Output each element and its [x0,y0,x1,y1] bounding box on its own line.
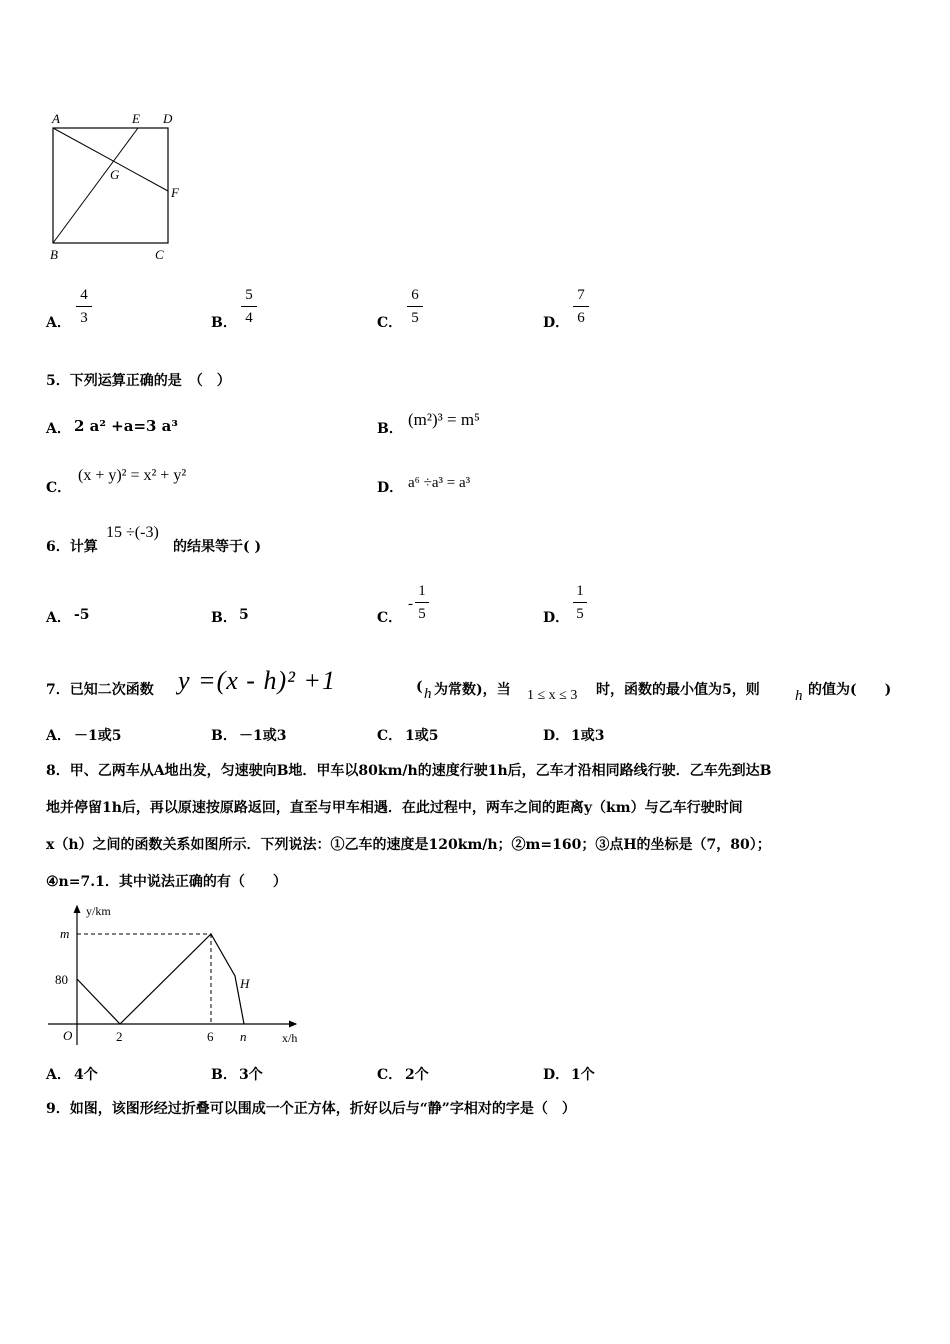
x2-label: 2 [116,1029,123,1044]
segment-be [53,128,138,243]
q7-function: y =(x - h)² +1 [178,666,336,695]
q6-stem-suffix: 的结果等于( ) [173,539,262,555]
q5-option-b-letter[interactable]: B． [377,421,403,437]
y-axis-label: y/km [86,904,111,918]
q8-line-3: x（h）之间的函数关系如图所示．下列说法：①乙车的速度是120km/h；②m=160；③点H的坐标是（7，80）； [46,837,771,853]
q7-option-c-text: 1或5 [405,728,439,744]
q5-option-c-letter[interactable]: C． [46,480,72,496]
q6-option-a-text: -5 [74,607,90,623]
label-a: A [52,111,60,126]
q5-stem: 5．下列运算正确的是 （ ） [46,373,231,389]
q6-stem-prefix: 6．计算 [46,539,98,555]
q8-distance-time-graph [44,900,306,1050]
q7-option-b-letter[interactable]: B． [211,728,237,744]
q8-option-b-letter[interactable]: B． [211,1067,237,1083]
q7-option-d-text: 1或3 [571,728,605,744]
q5-option-d-letter[interactable]: D． [377,480,404,496]
q7-option-a-text: －1或5 [74,728,122,744]
q7-option-b-text: －1或3 [239,728,287,744]
q8-option-d-text: 1个 [571,1067,595,1083]
label-c: C [155,247,164,262]
q7-paren-close: 为常数)，当 [434,682,511,698]
q8-option-a-letter[interactable]: A． [46,1067,71,1083]
q4-option-d-letter[interactable]: D． [543,315,570,331]
q7-range: 1 ≤ x ≤ 3 [527,688,578,703]
q8-option-b-text: 3个 [239,1067,263,1083]
q7-paren-open: ( [416,679,423,695]
square-figure [40,105,200,270]
q4-option-c-letter[interactable]: C． [377,315,403,331]
q7-middle-text: 时，函数的最小值为5，则 [596,682,760,698]
q6-option-d-fraction: 1 5 [573,582,587,623]
q6-option-c-fraction: 1 5 [415,582,429,623]
q5-option-b-text: (m²)³ = m⁵ [408,410,480,429]
h-point-label: H [240,976,250,991]
q5-option-c-text: (x + y)² = x² + y² [78,467,187,484]
q5-option-d-text: a⁶ ÷a³ = a³ [408,475,471,491]
q6-option-a-letter[interactable]: A． [46,610,71,626]
q5-option-a-text: 2 a² +a=3 a³ [74,417,178,435]
q4-option-b-fraction: 5 4 [241,286,257,327]
label-g: G [110,167,120,182]
q6-option-c-letter[interactable]: C． [377,610,403,626]
m-label: m [60,926,70,941]
q6-expression: 15 ÷(-3) [106,524,159,541]
q7-h-symbol-2: h [795,688,803,704]
square-abcd [53,128,168,243]
y80-label: 80 [55,972,68,987]
q7-option-d-letter[interactable]: D． [543,728,570,744]
label-d: D [163,111,173,126]
q4-option-a-fraction: 4 3 [76,286,92,327]
x-axis-label: x/h [282,1031,298,1045]
q8-line-1: 8．甲、乙两车从A地出发，匀速驶向B地．甲车以80km/h的速度行驶1h后，乙车才沿相同路线行驶．乙车先到达B [46,763,772,779]
q4-option-d-fraction: 7 6 [573,286,589,327]
x6-label: 6 [207,1029,214,1044]
label-e: E [132,111,140,126]
q8-option-c-letter[interactable]: C． [377,1067,403,1083]
q8-option-a-text: 4个 [74,1067,98,1083]
q4-option-a-letter[interactable]: A． [46,315,71,331]
q9-stem: 9．如图，该图形经过折叠可以围成一个正方体，折好以后与“静”字相对的字是（ ） [46,1101,576,1117]
q4-option-b-letter[interactable]: B． [211,315,237,331]
graph-line [77,934,244,1024]
q7-end-text: 的值为( ) [808,682,892,698]
q6-option-b-letter[interactable]: B． [211,610,237,626]
q6-option-b-text: 5 [239,607,249,623]
label-b: B [50,247,58,262]
label-f: F [171,185,179,200]
q7-stem-prefix: 7．已知二次函数 [46,682,154,698]
q8-option-c-text: 2个 [405,1067,429,1083]
q7-option-a-letter[interactable]: A． [46,728,71,744]
q4-option-c-fraction: 6 5 [407,286,423,327]
n-label: n [240,1029,247,1044]
q8-line-4: ④n=7.1．其中说法正确的有（ ） [46,874,287,890]
q6-option-c-sign: - [408,596,413,612]
q7-option-c-letter[interactable]: C． [377,728,403,744]
q7-h-symbol-1: h [424,686,432,702]
q6-option-d-letter[interactable]: D． [543,610,570,626]
origin-label: O [63,1028,73,1043]
q5-option-a-letter[interactable]: A． [46,421,71,437]
q8-option-d-letter[interactable]: D． [543,1067,570,1083]
q8-line-2: 地并停留1h后，再以原速按原路返回，直至与甲车相遇．在此过程中，两车之间的距离y（km）与乙车行驶时间 [46,800,743,816]
